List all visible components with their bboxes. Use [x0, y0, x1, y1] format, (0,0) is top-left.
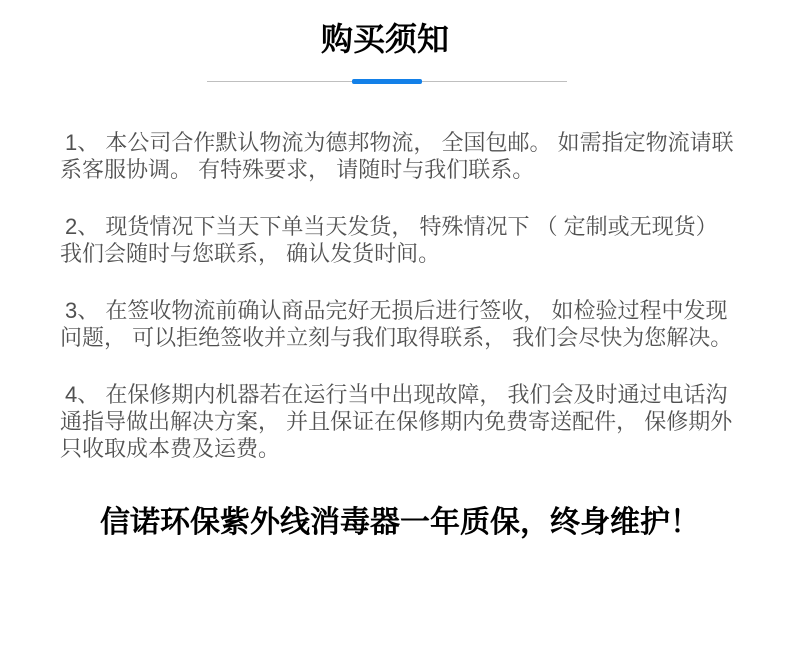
notice-paragraph-2: 2、 现货情况下当天下单当天发货， 特殊情况下 （ 定制或无现货） 我们会随时与您联系， 确认发货时间。 — [60, 214, 718, 266]
page-header — [0, 20, 800, 84]
page-title: 购买须知 — [320, 21, 449, 57]
purchase-notice-page — [0, 20, 800, 646]
notice-paragraph-3: 3、 在签收物流前确认商品完好无损后进行签收， 如检验过程中发现问题， 可以拒绝签收并立刻与我们取得联系， 我们会尽快为您解决。 — [60, 298, 733, 350]
guarantee-headline: 信诺环保紫外线消毒器一年质保，终身维护！ — [100, 506, 700, 539]
notice-list — [60, 129, 740, 462]
title-divider — [207, 79, 567, 84]
divider-accent-bar — [352, 79, 422, 84]
page-footer — [0, 505, 800, 541]
notice-paragraph-4: 4、 在保修期内机器若在运行当中出现故障， 我们会及时通过电话沟通指导做出解决方案， 并且保证在保修期内免费寄送配件， 保修期外只收取成本费及运费。 — [60, 382, 733, 461]
notice-paragraph-1: 1、 本公司合作默认物流为德邦物流， 全国包邮。 如需指定物流请联系客服协调。 有特殊要求， 请随时与我们联系。 — [60, 130, 734, 182]
